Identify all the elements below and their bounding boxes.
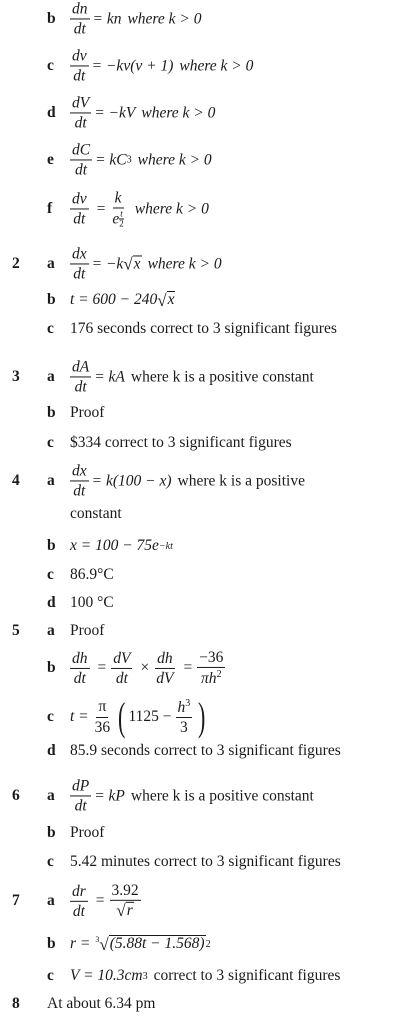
answer-text: 86.9°C bbox=[70, 566, 114, 583]
question-number: 2 bbox=[12, 255, 20, 272]
part-label: b bbox=[47, 935, 56, 952]
condition: where k is a positive constant bbox=[130, 787, 314, 804]
answer-text: Proof bbox=[70, 622, 105, 639]
part-label: c bbox=[47, 708, 54, 725]
rhs-fraction: k e $\frac{t}{2}$ bbox=[112, 189, 124, 229]
condition: where k > 0 bbox=[134, 199, 209, 217]
h-fraction: $\frac{h^3}{3}$ bbox=[177, 697, 191, 736]
derivative-fraction: $\frac{dn}{dt}$ bbox=[72, 0, 88, 38]
part-label: a bbox=[47, 472, 55, 489]
derivative-fraction: $\frac{dA}{dt}$ bbox=[72, 358, 90, 396]
condition-continued: constant bbox=[70, 505, 122, 522]
question-number: 6 bbox=[12, 787, 20, 804]
answer-text: Proof bbox=[70, 404, 105, 421]
condition: where k > 0 bbox=[127, 10, 202, 27]
answer-text: 176 seconds correct to 3 significant figures bbox=[70, 320, 337, 337]
exponent: 3 bbox=[126, 154, 132, 166]
answer-text: At about 6.34 pm bbox=[47, 995, 156, 1012]
part-label: c bbox=[47, 434, 54, 451]
derivative-fraction: $\frac{dh}{dt}$ bbox=[72, 649, 88, 687]
part-label: d bbox=[47, 104, 56, 121]
condition: where k > 0 bbox=[141, 104, 216, 121]
part-label: d bbox=[47, 742, 56, 759]
question-number: 3 bbox=[12, 368, 20, 385]
derivative-fraction: $\frac{dh}{dV}$ bbox=[156, 649, 174, 687]
exponent: 3 bbox=[142, 970, 148, 982]
derivative-fraction: $\frac{dC}{dt}$ bbox=[72, 141, 91, 179]
derivative-fraction: $\frac{dr}{dt}$ bbox=[72, 882, 86, 920]
equation-rhs: = kP bbox=[94, 787, 125, 804]
part-label: c bbox=[47, 57, 54, 74]
equation: V = 10.3cm bbox=[70, 967, 143, 984]
answer-text: Proof bbox=[70, 824, 105, 841]
derivative-fraction: $\frac{dV}{dt}$ bbox=[72, 94, 90, 132]
answer-tail: correct to 3 significant figures bbox=[153, 967, 341, 984]
part-label: b bbox=[47, 824, 56, 841]
part-label: b bbox=[47, 659, 56, 676]
cube-root: $^3$√ (5.88t − 1.568) bbox=[95, 934, 205, 954]
equation-rhs: = k(100 − x) bbox=[91, 472, 172, 489]
question-number: 8 bbox=[12, 995, 20, 1012]
question-number: 4 bbox=[12, 472, 20, 489]
derivative-fraction: $\frac{dx}{dt}$ bbox=[72, 245, 87, 283]
part-label: a bbox=[47, 622, 55, 639]
part-label: b bbox=[47, 10, 56, 27]
answer-text: $334 correct to 3 significant figures bbox=[70, 434, 292, 451]
equation: t = 600 − 240 bbox=[70, 291, 158, 308]
equation: x = 100 − 75e bbox=[70, 537, 159, 554]
part-label: a bbox=[47, 255, 55, 272]
equation-lhs: r = bbox=[70, 935, 91, 952]
part-label: f bbox=[47, 200, 53, 217]
condition: where k > 0 bbox=[147, 255, 222, 272]
part-label: c bbox=[47, 566, 54, 583]
part-label: a bbox=[47, 368, 55, 385]
square-root: √ x bbox=[123, 254, 141, 274]
part-label: b bbox=[47, 291, 56, 308]
question-number: 5 bbox=[12, 622, 20, 639]
inner-expression: 1125 − bbox=[128, 708, 172, 725]
part-label: b bbox=[47, 404, 56, 421]
rhs-fraction: 3.92 √ r bbox=[111, 881, 139, 921]
condition: where k > 0 bbox=[179, 57, 254, 74]
exponent: −kt bbox=[158, 540, 173, 552]
equation-rhs: = kn bbox=[92, 10, 122, 27]
square-root: √ x bbox=[157, 290, 175, 310]
answer-text: 5.42 minutes correct to 3 significant figures bbox=[70, 853, 341, 870]
pi-fraction: $\frac{\pi}{36}$ bbox=[94, 698, 111, 736]
exponent: 2 bbox=[205, 938, 211, 950]
condition: where k is a positive bbox=[177, 472, 305, 489]
question-number: 7 bbox=[12, 892, 20, 909]
part-label: b bbox=[47, 537, 56, 554]
part-label: e bbox=[47, 151, 54, 168]
equation-rhs: = kC bbox=[95, 151, 127, 168]
equation-rhs: = kA bbox=[94, 368, 125, 385]
equation-rhs: = −kv(v + 1) bbox=[91, 57, 174, 74]
equation-lhs: t = bbox=[70, 708, 89, 725]
equation-rhs: = −k bbox=[91, 255, 124, 272]
part-label: a bbox=[47, 787, 55, 804]
answer-text: 100 °C bbox=[70, 594, 114, 611]
part-label: c bbox=[47, 967, 54, 984]
equation-rhs: = −kV bbox=[94, 104, 136, 121]
condition: where k is a positive constant bbox=[130, 368, 314, 385]
result-fraction: $\frac{-36}{\pi h^2}$ bbox=[199, 648, 224, 687]
derivative-fraction: $\frac{dx}{dt}$ bbox=[72, 462, 87, 500]
part-label: c bbox=[47, 853, 54, 870]
derivative-fraction: $\frac{dV}{dt}$ bbox=[113, 649, 131, 687]
derivative-fraction: $\frac{dP}{dt}$ bbox=[72, 777, 90, 815]
condition: where k > 0 bbox=[137, 151, 212, 168]
part-label: a bbox=[47, 892, 55, 909]
derivative-fraction: $\frac{dv}{dt}$ bbox=[72, 47, 87, 85]
answer-text: 85.9 seconds correct to 3 significant figures bbox=[70, 742, 341, 759]
part-label: d bbox=[47, 594, 56, 611]
derivative-fraction: $\frac{dv}{dt}$ bbox=[72, 190, 87, 228]
part-label: c bbox=[47, 320, 54, 337]
